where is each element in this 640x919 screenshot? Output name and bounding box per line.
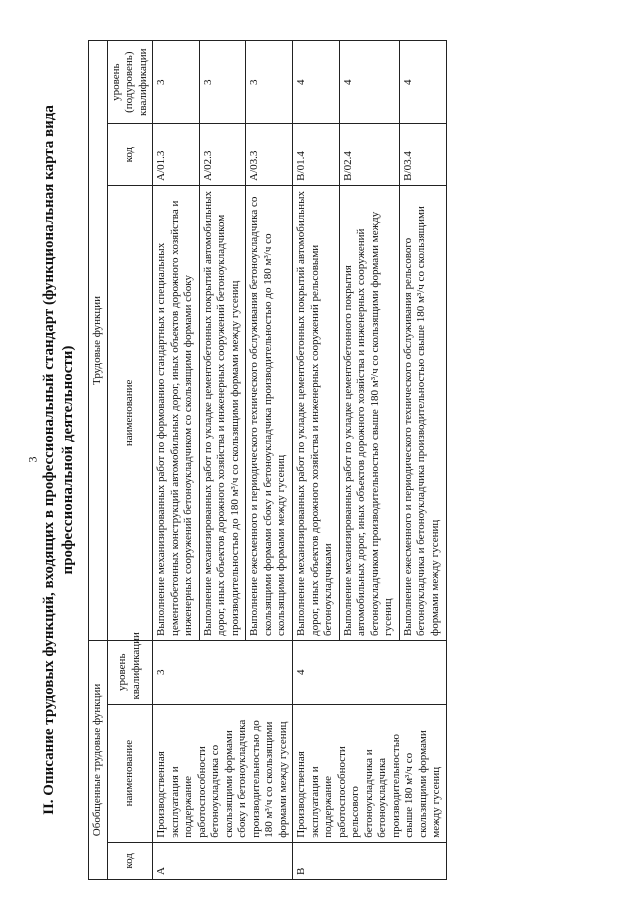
tf-level: 3 [246, 40, 293, 123]
tf-code: B/03.4 [399, 123, 446, 184]
gtf-name: Производственная эксплуатация и поддержание работоспособности бетоноукладчика со скользящими формами сбоку и бетоноукладчика производительностью до 180 м³/ч со скользящими формами между гусениц [153, 704, 293, 842]
gtf-level: 4 [293, 640, 447, 704]
tf-name: Выполнение механизированных работ по укладке цементобетонного покрытия автомобильных дорог, иных объектов дорожного хозяйства и инженерных сооружений бетоноукладчиком производительностью свыше 180 м³/ч со скользящими формами между гусениц [339, 185, 399, 640]
tf-name: Выполнение ежесменного и периодического технического обслуживания рельсового бетоноукладчика и бетоноукладчика производительностью свыше 180 м³/ч со скользящими формами между гусениц [399, 185, 446, 640]
section-title: II. Описание трудовых функций, входящих в профессиональный стандарт (функциональная карта вида профессиональной деятельности) [41, 104, 76, 815]
tf-code: A/02.3 [199, 123, 246, 184]
tf-name: Выполнение ежесменного и периодического технического обслуживания бетоноукладчика со скользящими формами сбоку и бетоноукладчика производительностью до 180 м³/ч со скользящими формами между гусениц [246, 185, 293, 640]
gtf-code: A [153, 842, 293, 879]
table-row [153, 40, 200, 879]
table-row [293, 40, 340, 879]
tf-code: B/02.4 [339, 123, 399, 184]
header-row-2 [107, 40, 153, 879]
page-number: 3 [25, 456, 40, 463]
header-level: уровень квалификации [107, 640, 153, 704]
tf-name: Выполнение механизированных работ по формованию стандартных и специальных цементобетонных конструкций автомобильных дорог, иных объектов дорожного хозяйства и инженерных сооружений бетоноукладчиком со скользящими формами сбоку [153, 185, 200, 640]
header-row-1 [89, 40, 108, 879]
tf-code: A/03.3 [246, 123, 293, 184]
header-tf-code: код [107, 123, 153, 184]
tf-level: 3 [199, 40, 246, 123]
header-tf-level: уровень (подуровень) квалификации [107, 40, 153, 123]
tf-level: 3 [153, 40, 200, 123]
tf-code: B/01.4 [293, 123, 340, 184]
gtf-code: B [293, 842, 447, 879]
header-generalized: Обобщенные трудовые функции [89, 640, 108, 879]
rotated-page [40, 40, 600, 880]
header-code: код [107, 842, 153, 879]
tf-level: 4 [339, 40, 399, 123]
tf-name: Выполнение механизированных работ по укладке цементобетонных покрытий автомобильных дорог, иных объектов дорожного хозяйства и инженерных сооружений бетоноукладчиком производительностью до 180 м³/ч со скользящими формами между гусениц [199, 185, 246, 640]
header-labor: Трудовые функции [89, 40, 108, 640]
gtf-level: 3 [153, 640, 293, 704]
tf-name: Выполнение механизированных работ по укладке цементобетонных покрытий автомобильных дорог, иных объектов дорожного хозяйства и инженерных сооружений рельсовыми бетоноукладчиками [293, 185, 340, 640]
functional-map-table [88, 40, 447, 880]
tf-code: A/01.3 [153, 123, 200, 184]
tf-level: 4 [293, 40, 340, 123]
header-tf-name: наименование [107, 185, 153, 640]
gtf-name: Производственная эксплуатация и поддержание работоспособности рельсового бетоноукладчика и бетоноукладчика производительностью свыше 180 м³/ч со скользящими формами между гусениц [293, 704, 447, 842]
header-name: наименование [107, 704, 153, 842]
tf-level: 4 [399, 40, 446, 123]
